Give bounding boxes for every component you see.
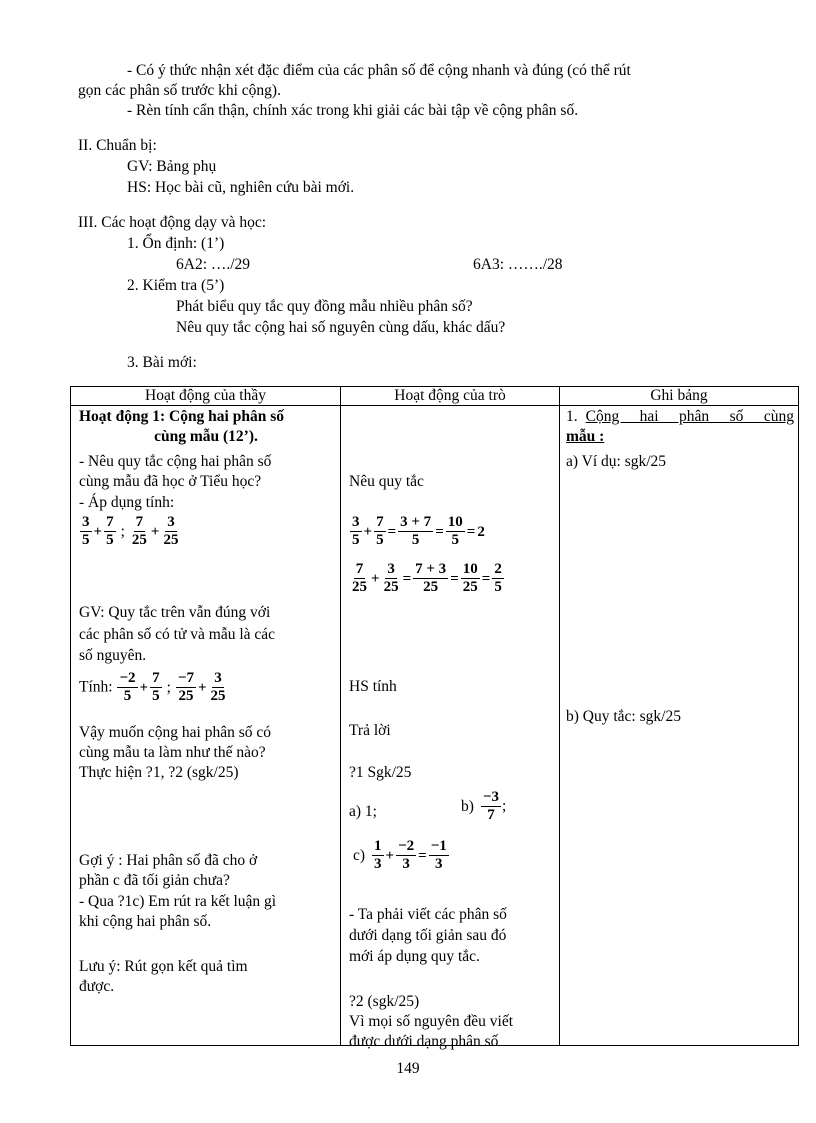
fraction: $\frac{7}{5}$ <box>106 514 114 548</box>
student-cell <box>341 406 560 1050</box>
fraction: $\frac{3}{25}$ <box>163 514 179 548</box>
student-compute: HS tính <box>349 678 397 695</box>
check-question-2: Nêu quy tắc cộng hai số nguyên cùng dấu, khác dấu? <box>176 319 506 336</box>
fraction: $\frac{-3}{7}$ <box>482 789 499 823</box>
board-example: a) Ví dụ: sgk/25 <box>566 453 667 470</box>
student-conclusion-c: mới áp dụng quy tắc. <box>349 948 480 965</box>
teacher-exercise-1: $\frac{3}{5}$ + $\frac{7}{5}$ ; $\frac{7}{25}$ + $\frac{3}{25}$ <box>82 514 179 548</box>
student-q2-a: Vì mọi số nguyên đều viết <box>349 1013 514 1030</box>
fraction: $\frac{7}{25}$ <box>352 561 367 595</box>
preparation-gv: GV: Bảng phụ <box>127 158 217 175</box>
activity-title-b: cùng mẫu (12’). <box>154 428 258 445</box>
teacher-ask-rule-b: cùng mẫu đã học ở Tiểu học? <box>79 473 262 490</box>
teacher-conclusion-a: - Qua ?1c) Em rút ra kết luận gì <box>79 893 277 910</box>
teacher-question-b: cùng mẫu ta làm như thế nào? <box>79 744 266 761</box>
preparation-heading: II. Chuẩn bị: <box>78 137 157 154</box>
fraction: $\frac{2}{5}$ <box>494 561 502 595</box>
student-answer: Trả lời <box>349 722 391 739</box>
objective-line-2: - Rèn tính cẩn thận, chính xác trong khi giải các bài tập về cộng phân số. <box>127 102 579 119</box>
student-q1-c: c) $\frac{1}{3}$ + $\frac{-2}{3}$ = $\frac{-1}{3}$ <box>353 838 447 872</box>
fraction: $\frac{7}{5}$ <box>376 514 384 548</box>
teacher-conclusion-b: khi cộng hai phân số. <box>79 913 212 930</box>
header-student: Hoạt động của trò <box>341 387 560 406</box>
activity-check: 2. Kiểm tra (5’) <box>127 277 225 294</box>
fraction: $\frac{7 + 3}{25}$ <box>415 561 447 595</box>
student-conclusion-a: - Ta phải viết các phân số <box>349 906 507 923</box>
objective-line-1a: - Có ý thức nhận xét đặc điểm của các phân số để cộng nhanh và đúng (có thể rút <box>127 62 631 79</box>
board-section-title-a: Cộng hai phân số cùng <box>585 408 794 425</box>
student-q2-label: ?2 (sgk/25) <box>349 993 420 1010</box>
activity-stabilize: 1. Ổn định: (1’) <box>127 235 225 252</box>
board-section-title-b: mẫu : <box>566 428 605 445</box>
board-section-title <box>566 408 794 426</box>
student-state-rule: Nêu quy tắc <box>349 473 424 490</box>
fraction: $\frac{3}{25}$ <box>383 561 399 595</box>
header-teacher: Hoạt động của thầy <box>71 387 341 406</box>
check-question-1: Phát biểu quy tắc quy đồng mẫu nhiều phân số? <box>176 298 473 315</box>
teacher-ask-rule-a: - Nêu quy tắc cộng hai phân số <box>79 453 272 470</box>
activity-title-a: Hoạt động 1: Cộng hai phân số <box>79 408 285 425</box>
teacher-task: Thực hiện ?1, ?2 (sgk/25) <box>79 764 239 781</box>
header-board: Ghi bảng <box>560 387 799 406</box>
table-body-row <box>71 406 799 1046</box>
teacher-apply: - Áp dụng tính: <box>79 494 175 511</box>
activity-new-lesson: 3. Bài mới: <box>127 354 197 371</box>
fraction: $\frac{7}{25}$ <box>131 514 147 548</box>
fraction: $\frac{-1}{3}$ <box>430 838 447 872</box>
teacher-hint-a: Gợi ý : Hai phân số đã cho ở <box>79 852 258 869</box>
student-q1-label: ?1 Sgk/25 <box>349 764 412 781</box>
objective-line-1b: gọn các phân số trước khi cộng). <box>78 82 281 99</box>
teacher-note-a: GV: Quy tắc trên vẫn đúng với <box>79 604 271 621</box>
teacher-question-a: Vậy muốn cộng hai phân số có <box>79 724 271 741</box>
fraction: $\frac{-2}{3}$ <box>398 838 415 872</box>
activities-heading: III. Các hoạt động dạy và học: <box>78 214 267 231</box>
class-6a3: 6A3: ……./28 <box>473 256 563 273</box>
page-number: 149 <box>396 1060 420 1077</box>
teacher-exercise-2: Tính: $\frac{-2}{5}$ + $\frac{7}{5}$ ; $\frac{-7}{25}$ + $\frac{3}{25}$ <box>79 670 226 704</box>
fraction: $\frac{-7}{25}$ <box>177 670 194 704</box>
teacher-remark-a: Lưu ý: Rút gọn kết quả tìm <box>79 958 248 975</box>
board-section-number: 1. <box>566 408 578 425</box>
student-q1-a: a) 1; <box>349 803 377 820</box>
student-solution-2: $\frac{7}{25}$ + $\frac{3}{25}$ = $\frac{7 + 3}{25}$ = $\frac{10}{25}$ = $\frac{2}{5}$ <box>352 561 502 595</box>
fraction: $\frac{10}{25}$ <box>462 561 478 595</box>
student-conclusion-b: dưới dạng tối giản sau đó <box>349 927 507 944</box>
teacher-note-b: các phân số có tử và mẫu là các <box>79 626 276 643</box>
preparation-hs: HS: Học bài cũ, nghiên cứu bài mới. <box>127 179 355 196</box>
fraction: $\frac{10}{5}$ <box>447 514 463 548</box>
table-header-row <box>71 387 799 406</box>
teacher-hint-b: phần c đã tối giản chưa? <box>79 872 230 889</box>
teacher-cell <box>71 406 341 1046</box>
teacher-remark-b: được. <box>79 978 115 995</box>
fraction: $\frac{3}{25}$ <box>210 670 226 704</box>
student-solution-1: $\frac{3}{5}$ + $\frac{7}{5}$ = $\frac{3 + 7}{5}$ = $\frac{10}{5}$ = 2 <box>352 514 485 548</box>
fraction: $\frac{7}{5}$ <box>152 670 160 704</box>
fraction: $\frac{1}{3}$ <box>374 838 382 872</box>
class-6a2: 6A2: …./29 <box>176 256 251 273</box>
board-rule: b) Quy tắc: sgk/25 <box>566 708 681 725</box>
student-q1-b: b) $\frac{-3}{7}$ ; <box>461 789 507 823</box>
fraction: $\frac{-2}{5}$ <box>119 670 136 704</box>
fraction: $\frac{3}{5}$ <box>352 514 360 548</box>
student-q2-b: được dưới dạng phân số <box>349 1033 499 1050</box>
board-cell <box>560 406 799 1046</box>
fraction: $\frac{3 + 7}{5}$ <box>400 514 432 548</box>
fraction: $\frac{3}{5}$ <box>82 514 90 548</box>
teacher-note-c: số nguyên. <box>79 647 147 664</box>
lesson-table <box>70 386 799 1050</box>
